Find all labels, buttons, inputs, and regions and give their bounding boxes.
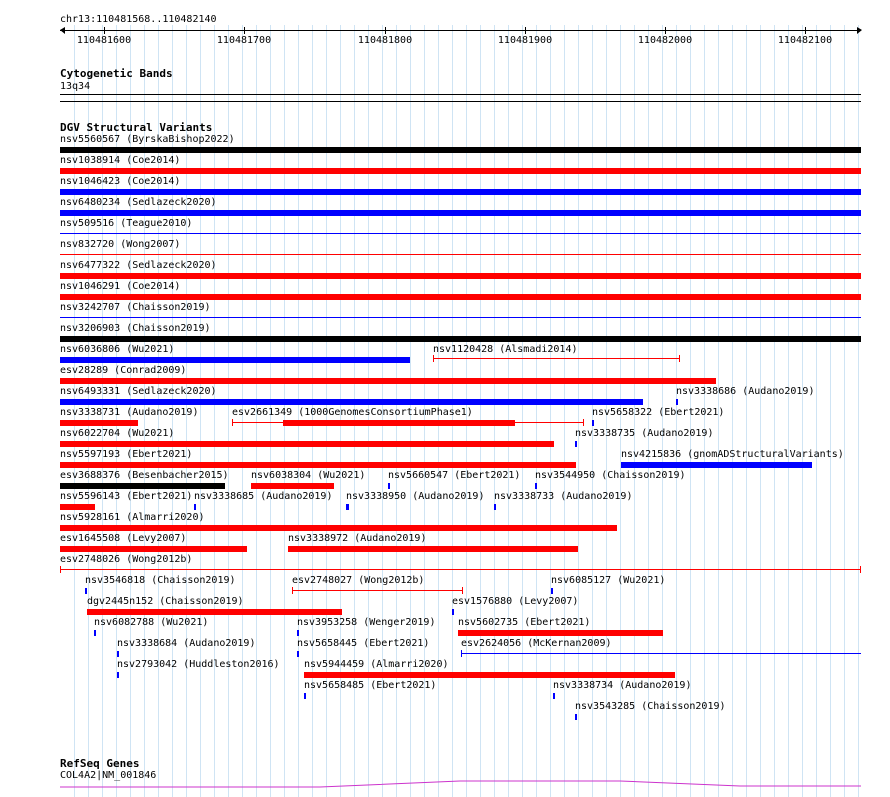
variant-bar-loss[interactable] bbox=[60, 189, 861, 195]
variant-label[interactable]: nsv5602735 (Ebert2021) bbox=[458, 617, 591, 628]
variant-bar-gain[interactable] bbox=[288, 546, 578, 552]
variant-label[interactable]: nsv3242707 (Chaisson2019) bbox=[60, 302, 211, 313]
variant-label[interactable]: esv2748026 (Wong2012b) bbox=[60, 554, 193, 565]
variant-label[interactable]: nsv4215836 (gnomADStructuralVariants) bbox=[621, 449, 844, 460]
variant-end-cap bbox=[679, 355, 680, 362]
variant-bar-gain[interactable] bbox=[60, 294, 861, 300]
variant-bar-gain[interactable] bbox=[304, 672, 675, 678]
variant-line-loss[interactable] bbox=[60, 317, 861, 318]
ruler-left-arrow-icon bbox=[60, 27, 65, 34]
variant-label[interactable]: nsv2793042 (Huddleston2016) bbox=[117, 659, 280, 670]
variant-bar-loss[interactable] bbox=[494, 504, 496, 510]
variant-line-loss[interactable] bbox=[461, 653, 861, 654]
variant-label[interactable]: nsv5658445 (Ebert2021) bbox=[297, 638, 430, 649]
variant-bar-loss[interactable] bbox=[304, 693, 306, 699]
variant-label[interactable]: nsv5596143 (Ebert2021) bbox=[60, 491, 193, 502]
variant-end-cap bbox=[232, 419, 233, 426]
variant-bar-loss[interactable] bbox=[535, 483, 537, 489]
variant-bar-loss[interactable] bbox=[60, 399, 643, 405]
variant-label[interactable]: nsv5560567 (ByrskaBishop2022) bbox=[60, 134, 235, 145]
variant-label[interactable]: esv1576880 (Levy2007) bbox=[452, 596, 579, 607]
variant-label[interactable]: nsv3338950 (Audano2019) bbox=[346, 491, 485, 502]
variant-bar-loss[interactable] bbox=[346, 504, 349, 510]
variant-label[interactable]: nsv3338972 (Audano2019) bbox=[288, 533, 427, 544]
variant-label[interactable]: nsv3338733 (Audano2019) bbox=[494, 491, 633, 502]
variant-bar-loss[interactable] bbox=[575, 714, 577, 720]
variant-label[interactable]: nsv3546818 (Chaisson2019) bbox=[85, 575, 236, 586]
variant-label[interactable]: nsv5658485 (Ebert2021) bbox=[304, 680, 437, 691]
variant-bar-loss[interactable] bbox=[117, 672, 119, 678]
variant-bar-gain[interactable] bbox=[60, 525, 617, 531]
variant-label[interactable]: nsv3338684 (Audano2019) bbox=[117, 638, 256, 649]
variant-bar-loss[interactable] bbox=[553, 693, 555, 699]
variant-bar-gain[interactable] bbox=[60, 441, 554, 447]
cytoband-line[interactable] bbox=[60, 101, 861, 102]
variant-label[interactable]: nsv5597193 (Ebert2021) bbox=[60, 449, 193, 460]
variant-label[interactable]: nsv3206903 (Chaisson2019) bbox=[60, 323, 211, 334]
variant-line-gain[interactable] bbox=[433, 358, 680, 359]
variant-label[interactable]: nsv3338734 (Audano2019) bbox=[553, 680, 692, 691]
ruler-tick bbox=[805, 27, 806, 34]
variant-end-cap bbox=[292, 587, 293, 594]
variant-label[interactable]: nsv5944459 (Almarri2020) bbox=[304, 659, 449, 670]
variant-label[interactable]: nsv1046423 (Coe2014) bbox=[60, 176, 181, 187]
variant-end-cap bbox=[583, 419, 584, 426]
variant-bar-gain[interactable] bbox=[60, 420, 138, 426]
gene-intron-line[interactable] bbox=[60, 776, 861, 792]
variant-label[interactable]: nsv3544950 (Chaisson2019) bbox=[535, 470, 686, 481]
variant-label[interactable]: nsv6477322 (Sedlazeck2020) bbox=[60, 260, 217, 271]
variant-line-gain[interactable] bbox=[60, 254, 861, 255]
variant-bar-gain[interactable] bbox=[60, 378, 716, 384]
cytoband-line[interactable] bbox=[60, 94, 861, 95]
variant-label[interactable]: nsv1038914 (Coe2014) bbox=[60, 155, 181, 166]
variant-end-cap bbox=[461, 650, 462, 657]
variant-label[interactable]: nsv3338685 (Audano2019) bbox=[194, 491, 333, 502]
ruler-tick-label: 110481600 bbox=[76, 35, 132, 46]
variant-label[interactable]: esv28289 (Conrad2009) bbox=[60, 365, 187, 376]
ruler-tick bbox=[104, 27, 105, 34]
gene-label[interactable]: COL4A2|NM_001846 bbox=[60, 770, 157, 781]
cytoband-track-title[interactable]: Cytogenetic Bands bbox=[60, 67, 173, 80]
variant-end-cap bbox=[462, 587, 463, 594]
variant-label[interactable]: nsv3338686 (Audano2019) bbox=[676, 386, 815, 397]
variant-line-loss[interactable] bbox=[60, 233, 861, 234]
variant-bar-loss[interactable] bbox=[85, 588, 87, 594]
ruler-tick-label: 110482100 bbox=[777, 35, 833, 46]
variant-bar-gain[interactable] bbox=[283, 420, 515, 426]
variant-label[interactable]: esv2624056 (McKernan2009) bbox=[461, 638, 612, 649]
variant-label[interactable]: nsv5660547 (Ebert2021) bbox=[388, 470, 521, 481]
variant-label[interactable]: nsv6082788 (Wu2021) bbox=[94, 617, 209, 628]
variant-label[interactable]: nsv6036806 (Wu2021) bbox=[60, 344, 175, 355]
ruler-tick bbox=[244, 27, 245, 34]
variant-label[interactable]: nsv3338735 (Audano2019) bbox=[575, 428, 714, 439]
variant-bar-loss[interactable] bbox=[297, 651, 299, 657]
variant-bar-loss[interactable] bbox=[575, 441, 577, 447]
variant-label[interactable]: nsv6480234 (Sedlazeck2020) bbox=[60, 197, 217, 208]
ruler-tick bbox=[385, 27, 386, 34]
variant-bar-loss[interactable] bbox=[297, 630, 299, 636]
variant-bar-loss[interactable] bbox=[194, 504, 196, 510]
variant-label[interactable]: nsv509516 (Teague2010) bbox=[60, 218, 193, 229]
variant-label[interactable]: nsv3543285 (Chaisson2019) bbox=[575, 701, 726, 712]
ruler-tick-label: 110481900 bbox=[497, 35, 553, 46]
variant-line-gain[interactable] bbox=[60, 569, 861, 570]
ruler-right-arrow-icon bbox=[857, 27, 862, 34]
ruler-tick-label: 110481700 bbox=[216, 35, 272, 46]
ruler-tick bbox=[525, 27, 526, 34]
variant-bar-loss[interactable] bbox=[621, 462, 812, 468]
variant-bar-loss[interactable] bbox=[551, 588, 553, 594]
ruler-tick-label: 110482000 bbox=[637, 35, 693, 46]
variant-bar-gain[interactable] bbox=[60, 546, 247, 552]
variant-label[interactable]: nsv6085127 (Wu2021) bbox=[551, 575, 666, 586]
variant-bar-gain[interactable] bbox=[60, 462, 576, 468]
variant-bar-loss[interactable] bbox=[452, 609, 454, 615]
ruler-axis[interactable] bbox=[60, 30, 861, 31]
variant-label[interactable]: esv3688376 (Besenbacher2015) bbox=[60, 470, 229, 481]
variant-bar-gain[interactable] bbox=[60, 168, 861, 174]
variant-bar-loss[interactable] bbox=[60, 210, 861, 216]
variant-label[interactable]: esv1645508 (Levy2007) bbox=[60, 533, 187, 544]
variant-label[interactable]: nsv1046291 (Coe2014) bbox=[60, 281, 181, 292]
ruler-position-label: chr13:110481568..110482140 bbox=[60, 14, 217, 25]
variant-label[interactable]: nsv3338731 (Audano2019) bbox=[60, 407, 199, 418]
variant-label[interactable]: nsv6493331 (Sedlazeck2020) bbox=[60, 386, 217, 397]
variant-end-cap bbox=[860, 566, 861, 573]
refseq-track-title[interactable]: RefSeq Genes bbox=[60, 757, 140, 770]
variant-bar-gain[interactable] bbox=[458, 630, 663, 636]
ruler-tick-label: 110481800 bbox=[357, 35, 413, 46]
variant-label[interactable]: nsv3953258 (Wenger2019) bbox=[297, 617, 436, 628]
variant-bar-gain[interactable] bbox=[60, 273, 861, 279]
variant-label[interactable]: nsv5658322 (Ebert2021) bbox=[592, 407, 725, 418]
variant-bar-loss[interactable] bbox=[60, 357, 410, 363]
dgv-track-title[interactable]: DGV Structural Variants bbox=[60, 121, 213, 134]
variant-label[interactable]: nsv1120428 (Alsmadi2014) bbox=[433, 344, 578, 355]
variant-end-cap bbox=[433, 355, 434, 362]
variant-label[interactable]: dgv2445n152 (Chaisson2019) bbox=[87, 596, 244, 607]
variant-label[interactable]: esv2748027 (Wong2012b) bbox=[292, 575, 425, 586]
variant-bar-gain[interactable] bbox=[87, 609, 342, 615]
variant-bar-loss[interactable] bbox=[592, 420, 594, 426]
ruler-tick bbox=[665, 27, 666, 34]
variant-bar-loss[interactable] bbox=[117, 651, 119, 657]
variant-label[interactable]: nsv5928161 (Almarri2020) bbox=[60, 512, 205, 523]
variant-line-gain[interactable] bbox=[292, 590, 463, 591]
variant-bar-loss[interactable] bbox=[676, 399, 678, 405]
variant-label[interactable]: nsv832720 (Wong2007) bbox=[60, 239, 181, 250]
variant-label[interactable]: esv2661349 (1000GenomesConsortiumPhase1) bbox=[232, 407, 473, 418]
variant-bar-loss[interactable] bbox=[94, 630, 96, 636]
variant-bar-complex[interactable] bbox=[60, 147, 861, 153]
variant-bar-loss[interactable] bbox=[388, 483, 390, 489]
cytoband-label: 13q34 bbox=[60, 81, 91, 92]
variant-bar-complex[interactable] bbox=[60, 336, 861, 342]
variant-bar-gain[interactable] bbox=[251, 483, 334, 489]
variant-label[interactable]: nsv6022704 (Wu2021) bbox=[60, 428, 175, 439]
variant-label[interactable]: nsv6038304 (Wu2021) bbox=[251, 470, 366, 481]
variant-end-cap bbox=[60, 566, 61, 573]
variant-bar-gain[interactable] bbox=[60, 504, 95, 510]
variant-bar-complex[interactable] bbox=[60, 483, 225, 489]
